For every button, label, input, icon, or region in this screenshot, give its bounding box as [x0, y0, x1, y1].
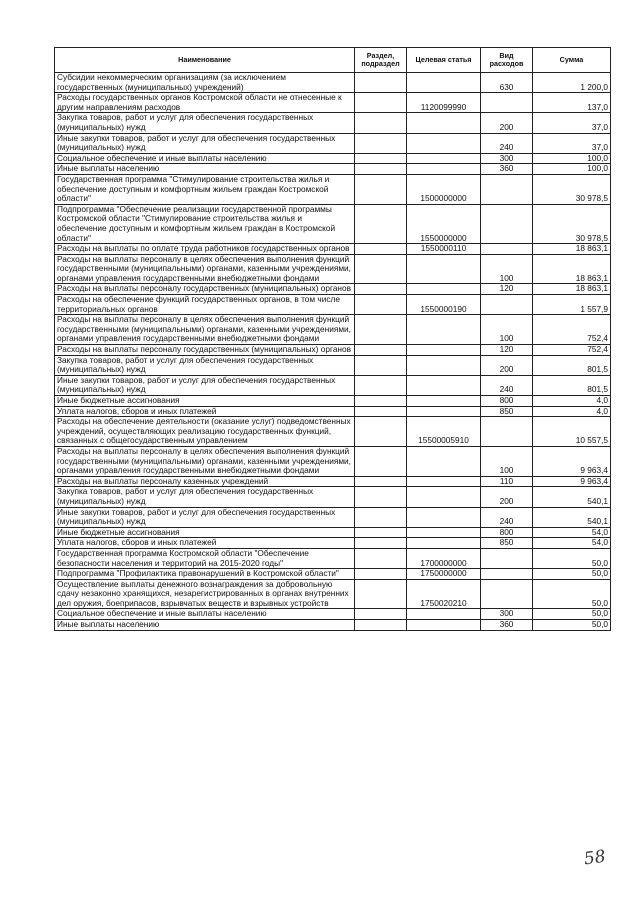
cell-sum: 30 978,5 [533, 204, 611, 243]
cell-section [355, 164, 407, 175]
header-article: Целевая статья [407, 48, 481, 73]
table-row [55, 204, 611, 243]
cell-article [407, 153, 481, 164]
cell-kind [481, 174, 533, 204]
table-row [55, 609, 611, 620]
cell-article [407, 538, 481, 549]
cell-kind [481, 204, 533, 243]
cell-article [407, 620, 481, 631]
cell-section [355, 620, 407, 631]
cell-kind: 850 [481, 538, 533, 549]
cell-article [407, 164, 481, 175]
cell-sum: 540,1 [533, 507, 611, 527]
cell-kind [481, 579, 533, 609]
cell-kind: 300 [481, 609, 533, 620]
table-row [55, 446, 611, 476]
cell-article [407, 527, 481, 538]
cell-kind [481, 569, 533, 580]
cell-name: Уплата налогов, сборов и иных платежей [55, 538, 355, 549]
cell-name: Иные выплаты населению [55, 164, 355, 175]
cell-kind [481, 295, 533, 315]
cell-section [355, 244, 407, 255]
cell-section [355, 204, 407, 243]
table-header-row [55, 48, 611, 73]
cell-section [355, 538, 407, 549]
cell-name: Расходы на выплаты персоналу в целях обеспечения выполнения функций государственными (муниципальными) органами, казенными учреждениями, органами управления государственными внебюджетными фондами [55, 315, 355, 345]
cell-article [407, 487, 481, 507]
cell-kind: 240 [481, 507, 533, 527]
cell-article [407, 315, 481, 345]
cell-section [355, 345, 407, 356]
cell-sum: 54,0 [533, 538, 611, 549]
cell-sum: 50,0 [533, 609, 611, 620]
table-row [55, 153, 611, 164]
cell-section [355, 396, 407, 407]
cell-name: Иные закупки товаров, работ и услуг для обеспечения государственных (муниципальных) нужд [55, 133, 355, 153]
page-number: 58 [582, 846, 607, 870]
table-row [55, 345, 611, 356]
cell-section [355, 507, 407, 527]
cell-kind: 100 [481, 315, 533, 345]
cell-section [355, 73, 407, 93]
table-row [55, 507, 611, 527]
cell-kind: 200 [481, 355, 533, 375]
table-row [55, 548, 611, 568]
cell-article [407, 609, 481, 620]
table-row [55, 174, 611, 204]
cell-name: Государственная программа "Стимулирование строительства жилья и обеспечение доступным и комфортным жильем граждан Костромской области" [55, 174, 355, 204]
cell-article: 1750000000 [407, 569, 481, 580]
cell-name: Закупка товаров, работ и услуг для обеспечения государственных (муниципальных) нужд [55, 487, 355, 507]
cell-sum: 50,0 [533, 620, 611, 631]
cell-article [407, 133, 481, 153]
cell-kind: 100 [481, 446, 533, 476]
table-body [55, 73, 611, 631]
cell-article: 1500000000 [407, 174, 481, 204]
cell-name: Иные закупки товаров, работ и услуг для обеспечения государственных (муниципальных) нужд [55, 507, 355, 527]
cell-name: Подпрограмма "Обеспечение реализации государственной программы Костромской области "Стимулирование строительства жилья и обеспечение доступным и комфортным жильем граждан в Костромской области" [55, 204, 355, 243]
cell-sum: 18 863,1 [533, 244, 611, 255]
cell-kind: 100 [481, 254, 533, 284]
cell-sum: 30 978,5 [533, 174, 611, 204]
cell-sum: 752,4 [533, 345, 611, 356]
cell-name: Расходы на выплаты персоналу казенных учреждений [55, 476, 355, 487]
table-row [55, 487, 611, 507]
cell-name: Иные выплаты населению [55, 620, 355, 631]
cell-sum: 100,0 [533, 153, 611, 164]
cell-article [407, 375, 481, 395]
cell-article [407, 355, 481, 375]
cell-article [407, 113, 481, 133]
cell-article [407, 476, 481, 487]
cell-kind: 240 [481, 133, 533, 153]
table-row [55, 569, 611, 580]
cell-kind [481, 93, 533, 113]
cell-sum: 752,4 [533, 315, 611, 345]
cell-section [355, 295, 407, 315]
table-row [55, 527, 611, 538]
cell-section [355, 406, 407, 417]
cell-name: Уплата налогов, сборов и иных платежей [55, 406, 355, 417]
cell-section [355, 579, 407, 609]
cell-name: Подпрограмма "Профилактика правонарушений в Костромской области" [55, 569, 355, 580]
cell-article [407, 396, 481, 407]
cell-section [355, 133, 407, 153]
cell-name: Расходы на выплаты персоналу государственных (муниципальных) органов [55, 345, 355, 356]
cell-name: Иные бюджетные ассигнования [55, 396, 355, 407]
header-kind: Вид расходов [481, 48, 533, 73]
cell-section [355, 315, 407, 345]
cell-kind: 240 [481, 375, 533, 395]
cell-section [355, 113, 407, 133]
cell-kind: 200 [481, 113, 533, 133]
table-row [55, 538, 611, 549]
cell-name: Закупка товаров, работ и услуг для обеспечения государственных (муниципальных) нужд [55, 355, 355, 375]
cell-name: Социальное обеспечение и иные выплаты населению [55, 609, 355, 620]
cell-name: Расходы государственных органов Костромской области не отнесенные к другим направлениям расходов [55, 93, 355, 113]
cell-kind [481, 417, 533, 447]
cell-name: Расходы на выплаты персоналу в целях обеспечения выполнения функций государственными (муниципальными) органами, казенными учреждениями, органами управления государственными внебюджетными фондами [55, 254, 355, 284]
cell-sum: 18 863,1 [533, 284, 611, 295]
cell-name: Расходы на выплаты по оплате труда работников государственных органов [55, 244, 355, 255]
cell-article: 1550000110 [407, 244, 481, 255]
cell-section [355, 569, 407, 580]
cell-kind: 360 [481, 620, 533, 631]
cell-article: 1550000190 [407, 295, 481, 315]
cell-sum: 50,0 [533, 569, 611, 580]
table-row [55, 406, 611, 417]
cell-name: Субсидии некоммерческим организациям (за исключением государственных (муниципальных) учреждений) [55, 73, 355, 93]
cell-section [355, 153, 407, 164]
cell-kind [481, 244, 533, 255]
cell-sum: 37,0 [533, 113, 611, 133]
budget-sheet [54, 47, 611, 631]
table-row [55, 476, 611, 487]
cell-sum: 10 557,5 [533, 417, 611, 447]
cell-article [407, 284, 481, 295]
cell-section [355, 254, 407, 284]
cell-name: Расходы на выплаты персоналу в целях обеспечения выполнения функций государственными (муниципальными) органами, казенными учреждениями, органами управления государственными внебюджетными фондами [55, 446, 355, 476]
cell-sum: 9 963,4 [533, 446, 611, 476]
cell-name: Государственная программа Костромской области "Обеспечение безопасности населения и территорий на 2015-2020 годы" [55, 548, 355, 568]
cell-section [355, 284, 407, 295]
header-section: Раздел, подраздел [355, 48, 407, 73]
cell-kind: 110 [481, 476, 533, 487]
cell-section [355, 609, 407, 620]
cell-sum: 801,5 [533, 375, 611, 395]
cell-name: Закупка товаров, работ и услуг для обеспечения государственных (муниципальных) нужд [55, 113, 355, 133]
cell-article: 1120099990 [407, 93, 481, 113]
cell-sum: 4,0 [533, 406, 611, 417]
cell-article [407, 254, 481, 284]
cell-section [355, 375, 407, 395]
cell-sum: 1 557,9 [533, 295, 611, 315]
cell-name: Расходы на обеспечение функций государственных органов, в том числе территориальных органов [55, 295, 355, 315]
cell-article [407, 507, 481, 527]
table-row [55, 73, 611, 93]
cell-article: 1700000000 [407, 548, 481, 568]
cell-kind: 800 [481, 396, 533, 407]
cell-name: Расходы на обеспечение деятельности (оказание услуг) подведомственных учреждений, осуществляющих реализацию государственных функций, связанных с общегосударственным управлением [55, 417, 355, 447]
cell-sum: 100,0 [533, 164, 611, 175]
cell-name: Осуществление выплаты денежного вознаграждения за добровольную сдачу незаконно хранящихся, незарегистрированных в органах внутренних дел оружия, боеприпасов, взрывчатых веществ и взрывных устройств [55, 579, 355, 609]
cell-name: Иные закупки товаров, работ и услуг для обеспечения государственных (муниципальных) нужд [55, 375, 355, 395]
cell-kind: 300 [481, 153, 533, 164]
cell-section [355, 417, 407, 447]
table-row [55, 295, 611, 315]
cell-section [355, 446, 407, 476]
cell-article [407, 446, 481, 476]
table-row [55, 133, 611, 153]
cell-name: Иные бюджетные ассигнования [55, 527, 355, 538]
cell-kind: 800 [481, 527, 533, 538]
cell-sum: 37,0 [533, 133, 611, 153]
cell-article [407, 73, 481, 93]
cell-article [407, 345, 481, 356]
cell-article: 1550000000 [407, 204, 481, 243]
cell-name: Социальное обеспечение и иные выплаты населению [55, 153, 355, 164]
table-row [55, 417, 611, 447]
table-row [55, 375, 611, 395]
cell-section [355, 355, 407, 375]
cell-article: 1750020210 [407, 579, 481, 609]
cell-kind: 120 [481, 284, 533, 295]
table-row [55, 620, 611, 631]
table-row [55, 355, 611, 375]
budget-table [54, 47, 611, 631]
table-row [55, 254, 611, 284]
cell-kind: 630 [481, 73, 533, 93]
cell-article: 15500005910 [407, 417, 481, 447]
cell-name: Расходы на выплаты персоналу государственных (муниципальных) органов [55, 284, 355, 295]
table-row [55, 113, 611, 133]
table-row [55, 164, 611, 175]
cell-section [355, 93, 407, 113]
cell-sum: 50,0 [533, 579, 611, 609]
cell-kind: 200 [481, 487, 533, 507]
cell-section [355, 476, 407, 487]
cell-section [355, 548, 407, 568]
header-sum: Сумма [533, 48, 611, 73]
table-row [55, 244, 611, 255]
table-row [55, 315, 611, 345]
cell-sum: 54,0 [533, 527, 611, 538]
table-row [55, 284, 611, 295]
header-name: Наименование [55, 48, 355, 73]
cell-sum: 9 963,4 [533, 476, 611, 487]
cell-sum: 50,0 [533, 548, 611, 568]
cell-kind: 360 [481, 164, 533, 175]
cell-kind [481, 548, 533, 568]
cell-sum: 18 863,1 [533, 254, 611, 284]
cell-sum: 137,0 [533, 93, 611, 113]
cell-kind: 850 [481, 406, 533, 417]
cell-section [355, 527, 407, 538]
cell-kind: 120 [481, 345, 533, 356]
table-row [55, 579, 611, 609]
cell-section [355, 174, 407, 204]
cell-section [355, 487, 407, 507]
cell-sum: 801,5 [533, 355, 611, 375]
cell-sum: 4,0 [533, 396, 611, 407]
table-row [55, 396, 611, 407]
cell-sum: 1 200,0 [533, 73, 611, 93]
cell-article [407, 406, 481, 417]
table-row [55, 93, 611, 113]
cell-sum: 540,1 [533, 487, 611, 507]
